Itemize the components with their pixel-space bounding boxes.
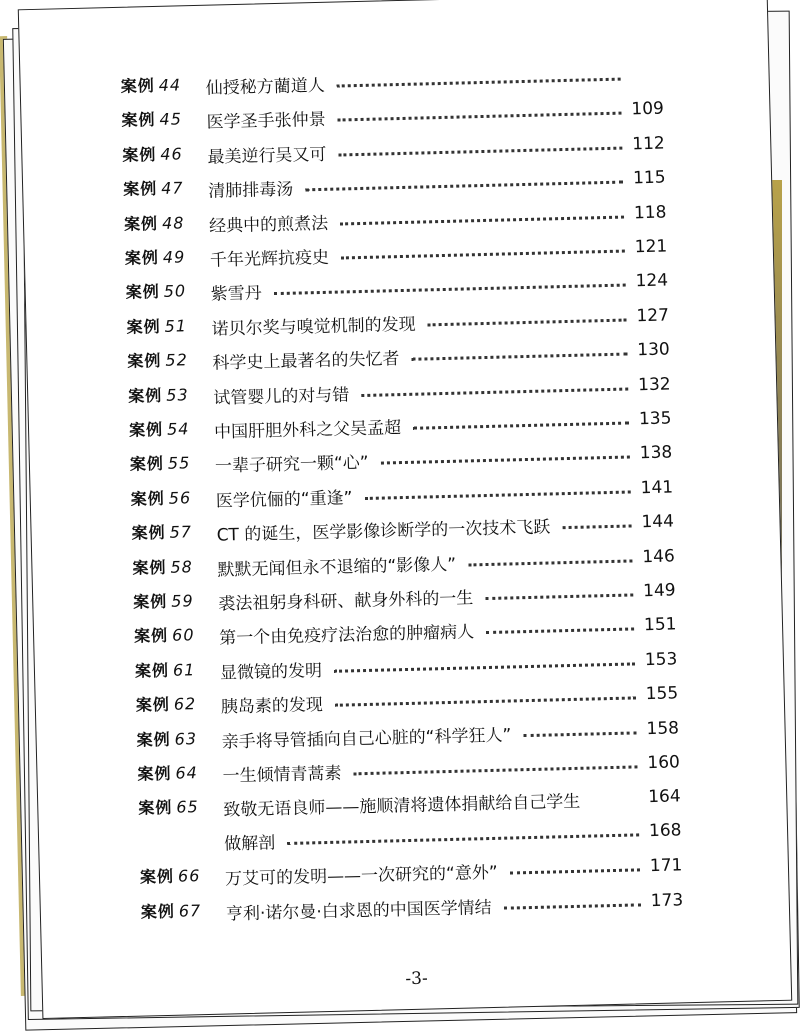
dot-leader (485, 593, 633, 600)
entry-title: 诺贝尔奖与嗅觉机制的发现 (211, 314, 416, 340)
case-number: 61 (172, 659, 196, 680)
case-word: 案例 (121, 110, 156, 131)
case-label (140, 863, 201, 887)
case-word: 案例 (138, 798, 173, 818)
case-word: 案例 (130, 488, 166, 509)
dot-leader (413, 422, 629, 430)
case-number: 64 (175, 763, 199, 783)
dot-leader (504, 903, 641, 909)
dot-leader (365, 490, 631, 499)
table-of-contents (20, 50, 768, 925)
case-number: 45 (159, 109, 183, 130)
entry-title: 胰岛素的发现 (220, 695, 324, 718)
dot-leader (361, 387, 628, 397)
case-word: 案例 (140, 901, 176, 922)
case-number: 50 (163, 281, 187, 302)
case-label (123, 176, 184, 200)
entry-title-continued: 做解剖 (224, 833, 276, 855)
dot-leader (468, 559, 632, 566)
entry-title: 显微镜的发明 (219, 660, 323, 684)
case-label (138, 795, 199, 819)
case-number: 49 (162, 247, 186, 267)
page-ref: 138 (639, 442, 673, 464)
dot-leader (338, 146, 622, 156)
page-ref: 112 (632, 133, 665, 155)
page-ref: 121 (634, 236, 668, 258)
case-word: 案例 (120, 75, 155, 96)
dot-leader (486, 628, 634, 635)
entry-title: 最美逆行吴又可 (207, 144, 327, 168)
case-word: 案例 (122, 144, 157, 165)
case-label (135, 657, 196, 681)
case-number: 62 (173, 694, 197, 714)
entry-title: 医学圣手张仲景 (206, 110, 326, 134)
dot-leader (340, 215, 624, 225)
entry-title: 第一个由免疫疗法治愈的肿瘤病人 (218, 622, 475, 649)
page-ref: 130 (637, 339, 670, 361)
case-word: 案例 (127, 351, 162, 371)
case-label (126, 313, 187, 337)
dot-leader (563, 525, 632, 530)
case-word: 案例 (136, 729, 171, 750)
dot-leader (305, 181, 623, 192)
case-label (133, 588, 194, 612)
case-label (127, 347, 188, 371)
page-ref: 160 (647, 752, 681, 774)
page-ref: 115 (632, 167, 666, 189)
case-label (130, 451, 191, 475)
page-ref: 132 (637, 374, 671, 395)
entry-title: CT 的诞生，医学影像诊断学的一次技术飞跃 (216, 517, 551, 546)
case-word: 案例 (122, 179, 158, 199)
case-number: 48 (161, 212, 185, 233)
case-word: 案例 (132, 557, 167, 578)
dot-leader (334, 662, 635, 672)
case-word: 案例 (139, 866, 175, 887)
case-label (125, 279, 186, 303)
dot-leader (524, 731, 637, 737)
page-ref: 151 (643, 614, 677, 636)
dot-leader (287, 834, 639, 846)
entry-title: 仙授秘方藺道人 (205, 75, 325, 99)
case-label (134, 623, 195, 647)
entry-title: 试管婴儿的对与错 (213, 384, 350, 409)
dot-leader (381, 456, 630, 465)
case-word: 案例 (129, 454, 165, 475)
entry-title: 致敬无语良师——施顺清将遗体捐献给自己学生 (223, 792, 581, 821)
entry-title: 一辈子研究一颗“心” (214, 453, 369, 478)
page-ref: 158 (646, 717, 680, 739)
page-ref: 141 (640, 477, 674, 499)
case-word: 案例 (128, 419, 164, 440)
case-number: 66 (177, 866, 201, 886)
entry-title: 万艾可的发明——一次研究的“意外” (224, 863, 498, 890)
entry-title: 千年光辉抗疫史 (209, 247, 330, 271)
case-number: 53 (166, 384, 189, 405)
page-ref: 164 (647, 786, 681, 808)
case-word: 案例 (135, 694, 171, 715)
dot-leader (354, 765, 638, 775)
page-ref: 171 (649, 855, 683, 877)
case-word: 案例 (137, 763, 172, 784)
page-ref: 144 (641, 511, 675, 533)
case-word: 案例 (131, 523, 166, 543)
case-number: 65 (176, 797, 199, 818)
case-label (141, 898, 202, 922)
dot-leader (337, 78, 621, 88)
entry-title: 一生倾情青蒿素 (222, 763, 342, 787)
case-word: 案例 (128, 385, 163, 406)
entry-title: 亲手将导管插向自己心脏的“科学狂人” (221, 725, 512, 753)
page-ref: 173 (650, 889, 684, 911)
page-ref: 146 (642, 546, 676, 567)
dot-leader (341, 250, 625, 260)
case-word: 案例 (134, 660, 170, 681)
case-label (136, 691, 197, 715)
case-label (124, 210, 185, 234)
page-number: -3- (405, 968, 428, 990)
page-ref: 149 (642, 580, 676, 602)
case-number: 55 (167, 453, 191, 474)
page-ref: 168 (648, 820, 682, 842)
entry-title: 裘法祖躬身科研、献身外科的一生 (218, 588, 474, 615)
case-number: 60 (171, 625, 195, 646)
case-label (128, 382, 189, 406)
case-number: 51 (164, 316, 188, 336)
dot-leader (338, 112, 622, 122)
case-number: 56 (168, 488, 192, 508)
dot-leader (510, 869, 640, 875)
page-ref: 118 (633, 202, 667, 223)
case-word: 案例 (123, 213, 159, 234)
entry-title: 中国肝胆外科之父吴孟超 (213, 418, 402, 443)
case-label (121, 107, 182, 131)
case-word: 案例 (133, 591, 168, 612)
page-ref: 127 (636, 305, 670, 327)
case-number: 52 (165, 350, 188, 370)
case-label (132, 554, 193, 578)
case-number: 67 (178, 900, 202, 921)
case-label (129, 416, 190, 440)
case-label (130, 485, 191, 509)
page-ref: 109 (631, 98, 665, 120)
entry-title: 紫雪丹 (210, 283, 263, 306)
dot-leader (411, 353, 627, 361)
case-number: 58 (170, 556, 194, 577)
case-label (125, 244, 186, 268)
entry-title: 清肺排毒汤 (208, 179, 294, 202)
case-number: 47 (160, 178, 184, 199)
page-ref: 153 (644, 649, 678, 670)
case-number: 59 (171, 591, 194, 611)
case-number: 44 (158, 75, 182, 95)
case-word: 案例 (124, 247, 160, 268)
entry-title: 默默无闻但永不退缩的“影像人” (217, 554, 457, 581)
case-label (136, 726, 197, 750)
page-ref: 135 (638, 408, 672, 430)
dot-leader (428, 318, 627, 326)
case-word: 案例 (133, 626, 169, 647)
case-number: 63 (174, 728, 198, 749)
entry-title: 医学伉俪的“重逢” (215, 488, 353, 512)
dot-leader (335, 697, 636, 707)
entry-title: 科学史上最著名的失忆者 (212, 349, 400, 374)
toc-page (18, 0, 792, 1019)
case-word: 案例 (125, 282, 160, 303)
entry-title: 亨利·诺尔曼·白求恩的中国医学情结 (225, 897, 492, 925)
case-word: 案例 (126, 316, 161, 337)
case-label (131, 519, 192, 543)
case-label (122, 141, 183, 165)
case-number: 54 (166, 419, 190, 439)
dot-leader (274, 284, 626, 296)
entry-title: 经典中的煎煮法 (208, 213, 329, 237)
case-label (137, 760, 198, 784)
case-number: 46 (160, 144, 183, 164)
case-label (120, 72, 181, 96)
page-ref: 155 (645, 683, 679, 705)
page-ref: 124 (635, 270, 669, 292)
case-number: 57 (169, 522, 193, 542)
